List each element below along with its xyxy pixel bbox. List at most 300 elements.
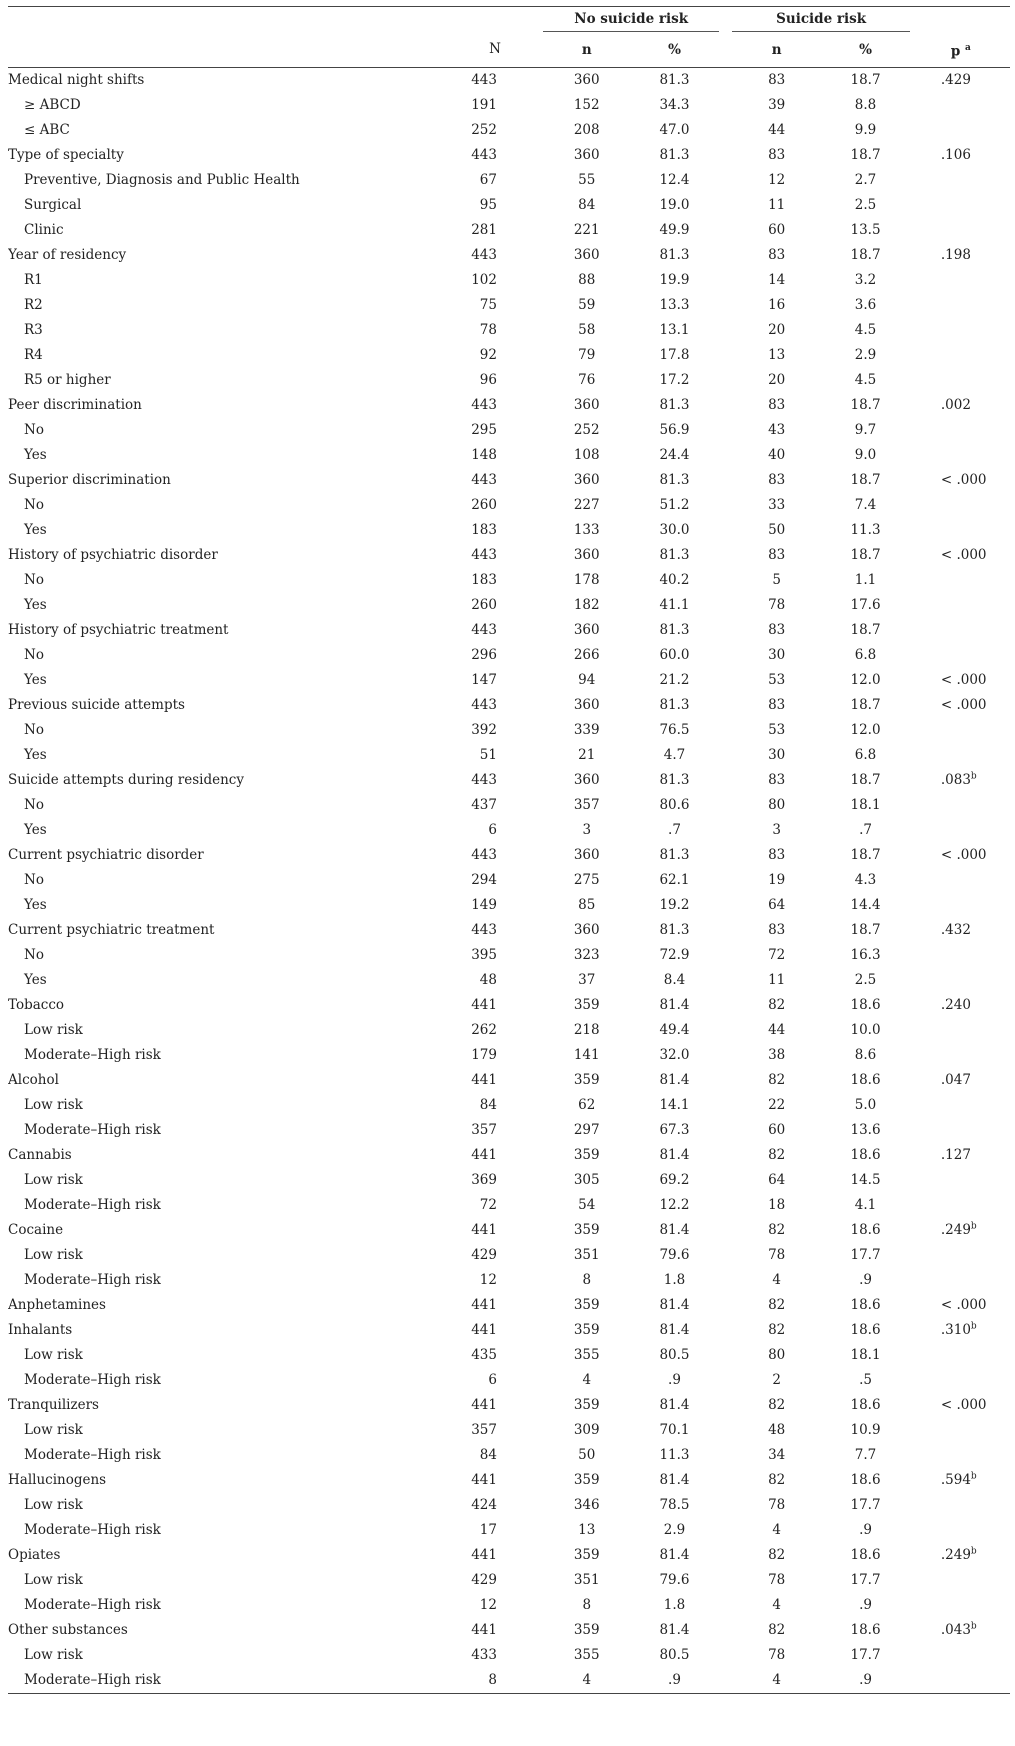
table-row	[8, 818, 1010, 843]
spacer-cell	[910, 1218, 919, 1243]
cell-pct-risk: .9	[859, 1272, 872, 1288]
cell-n-no-risk: 360	[573, 472, 600, 488]
cell-n-no-risk: 88	[578, 272, 596, 288]
cell-pct-risk: 10.0	[850, 1022, 881, 1038]
row-label: Peer discrimination	[8, 397, 142, 413]
cell-p-value	[919, 643, 1010, 668]
cell-p-value	[919, 1168, 1010, 1193]
table-row	[8, 1168, 1010, 1193]
cell-N: 148	[471, 447, 497, 463]
spacer-cell	[719, 943, 732, 968]
row-sublabel: ≥ ABCD	[24, 97, 81, 113]
cell-N: 191	[471, 97, 497, 113]
row-label: History of psychiatric disorder	[8, 547, 218, 563]
spacer-cell	[719, 1618, 732, 1643]
row-label: Superior discrimination	[8, 472, 171, 488]
cell-p-value	[919, 993, 1010, 1018]
cell-N: 149	[471, 897, 497, 913]
cell-pct-risk: 17.7	[850, 1572, 881, 1588]
p-value-text: .127	[940, 1147, 971, 1163]
cell-n-risk: 82	[768, 997, 786, 1013]
cell-p-value	[919, 618, 1010, 643]
cell-p-value	[919, 868, 1010, 893]
spacer-cell	[719, 1543, 732, 1568]
row-label: Current psychiatric treatment	[8, 922, 215, 938]
cell-pct-risk: 11.3	[850, 522, 881, 538]
spacer-cell	[719, 543, 732, 568]
table-row	[8, 1518, 1010, 1543]
row-sublabel: Low risk	[24, 1647, 83, 1663]
table-container	[8, 6, 1010, 1694]
cell-n-risk: 4	[772, 1522, 781, 1538]
cell-p-value	[919, 843, 1010, 868]
cell-n-risk: 80	[768, 1347, 786, 1363]
table-row	[8, 768, 1010, 793]
cell-p-value	[919, 393, 1010, 418]
cell-pct-no-risk: 21.2	[659, 672, 690, 688]
cell-p-value	[919, 1443, 1010, 1468]
cell-pct-risk: 13.5	[850, 222, 881, 238]
row-sublabel: Low risk	[24, 1422, 83, 1438]
cell-pct-no-risk: 81.3	[659, 622, 690, 638]
cell-pct-no-risk: .7	[668, 822, 681, 838]
spacer-cell	[910, 518, 919, 543]
cell-pct-no-risk: 81.4	[659, 997, 690, 1013]
table-row	[8, 1543, 1010, 1568]
spacer-cell	[910, 793, 919, 818]
cell-n-no-risk: 360	[573, 772, 600, 788]
spacer-cell	[719, 1393, 732, 1418]
spacer-cell	[910, 118, 919, 143]
cell-pct-no-risk: 80.5	[659, 1347, 690, 1363]
cell-p-value	[919, 368, 1010, 393]
cell-pct-no-risk: 47.0	[659, 122, 690, 138]
cell-p-value	[919, 968, 1010, 993]
cell-n-risk: 64	[768, 1172, 786, 1188]
cell-n-risk: 20	[768, 322, 786, 338]
cell-pct-risk: 2.7	[854, 172, 877, 188]
cell-n-risk: 82	[768, 1072, 786, 1088]
spacer-cell	[719, 818, 732, 843]
cell-pct-risk: 18.7	[850, 622, 881, 638]
cell-p-value	[919, 1093, 1010, 1118]
cell-n-no-risk: 339	[573, 722, 600, 738]
cell-pct-risk: 18.7	[850, 547, 881, 563]
col-header-N: N	[443, 32, 539, 68]
cell-pct-no-risk: 81.3	[659, 697, 690, 713]
cell-n-no-risk: 355	[573, 1347, 600, 1363]
cell-N: 443	[471, 697, 497, 713]
cell-pct-no-risk: 81.3	[659, 147, 690, 163]
table-row	[8, 443, 1010, 468]
cell-n-risk: 16	[768, 297, 786, 313]
table-row	[8, 1493, 1010, 1518]
cell-N: 281	[471, 222, 497, 238]
spacer-cell	[910, 968, 919, 993]
cell-p-value	[919, 493, 1010, 518]
cell-p-value	[919, 1268, 1010, 1293]
row-sublabel: Moderate–High risk	[24, 1122, 161, 1138]
cell-p-value	[919, 1518, 1010, 1543]
cell-pct-risk: 6.8	[854, 747, 877, 763]
cell-pct-no-risk: 81.4	[659, 1222, 690, 1238]
row-sublabel: No	[24, 572, 44, 588]
cell-p-value	[919, 1318, 1010, 1343]
cell-pct-no-risk: 49.9	[659, 222, 690, 238]
table-row	[8, 543, 1010, 568]
spacer-cell	[910, 1618, 919, 1643]
cell-pct-no-risk: 1.8	[663, 1272, 686, 1288]
spacer-cell	[910, 468, 919, 493]
cell-pct-risk: 18.7	[850, 472, 881, 488]
cell-pct-no-risk: 81.4	[659, 1322, 690, 1338]
cell-N: 395	[471, 947, 497, 963]
cell-pct-no-risk: 81.4	[659, 1147, 690, 1163]
cell-n-risk: 2	[772, 1372, 781, 1388]
cell-n-risk: 12	[768, 172, 786, 188]
cell-pct-risk: 18.7	[850, 772, 881, 788]
p-value-text: < .000	[940, 697, 987, 713]
spacer-cell	[719, 193, 732, 218]
cell-n-risk: 82	[768, 1297, 786, 1313]
cell-N: 96	[479, 372, 497, 388]
table-row	[8, 1318, 1010, 1343]
spacer-cell	[719, 993, 732, 1018]
cell-n-no-risk: 85	[578, 897, 596, 913]
cell-pct-no-risk: 30.0	[659, 522, 690, 538]
cell-n-risk: 78	[768, 1647, 786, 1663]
cell-pct-no-risk: .9	[668, 1372, 681, 1388]
cell-n-risk: 78	[768, 597, 786, 613]
cell-n-risk: 4	[772, 1597, 781, 1613]
spacer-cell	[910, 143, 919, 168]
cell-pct-no-risk: 81.3	[659, 922, 690, 938]
cell-p-value	[919, 1468, 1010, 1493]
cell-pct-no-risk: .9	[630, 1668, 719, 1694]
spacer-cell	[910, 668, 919, 693]
group-header-no-risk: No suicide risk	[543, 7, 719, 32]
spacer-cell	[910, 318, 919, 343]
cell-p-value	[919, 443, 1010, 468]
cell-n-risk: 44	[768, 122, 786, 138]
spacer-cell	[910, 1443, 919, 1468]
table-row	[8, 968, 1010, 993]
cell-n-risk: 4	[732, 1668, 821, 1694]
cell-p-value	[919, 1018, 1010, 1043]
spacer-cell	[910, 368, 919, 393]
cell-pct-risk: 4.1	[854, 1197, 877, 1213]
cell-n-risk: 83	[768, 622, 786, 638]
spacer-cell	[910, 718, 919, 743]
cell-pct-no-risk: 81.3	[659, 547, 690, 563]
table-row	[8, 243, 1010, 268]
cell-n-no-risk: 360	[573, 547, 600, 563]
cell-p-value	[919, 93, 1010, 118]
table-row	[8, 1293, 1010, 1318]
row-sublabel: Yes	[24, 822, 47, 838]
spacer-cell	[910, 293, 919, 318]
spacer-cell	[910, 768, 919, 793]
cell-N: 252	[471, 122, 497, 138]
spacer-cell	[910, 818, 919, 843]
table-row	[8, 343, 1010, 368]
cell-pct-risk: .7	[859, 822, 872, 838]
cell-n-no-risk: 351	[573, 1572, 600, 1588]
cell-pct-risk: 18.6	[850, 1072, 881, 1088]
cell-N: 441	[471, 1322, 497, 1338]
cell-N: 443	[471, 247, 497, 263]
cell-n-no-risk: 182	[573, 597, 600, 613]
row-sublabel: R4	[24, 347, 43, 363]
cell-p-value	[919, 943, 1010, 968]
row-sublabel: Low risk	[24, 1097, 83, 1113]
cell-N: 260	[471, 597, 497, 613]
cell-n-no-risk: 359	[573, 1322, 600, 1338]
cell-pct-no-risk: 17.2	[659, 372, 690, 388]
spacer-cell	[910, 1393, 919, 1418]
cell-pct-no-risk: 79.6	[659, 1572, 690, 1588]
spacer-cell	[719, 1443, 732, 1468]
row-label: Current psychiatric disorder	[8, 847, 204, 863]
spacer-cell	[910, 618, 919, 643]
table-row	[8, 368, 1010, 393]
row-label: Medical night shifts	[8, 72, 145, 88]
cell-N: 262	[471, 1022, 497, 1038]
row-sublabel: Moderate–High risk	[8, 1668, 443, 1694]
cell-p-value	[919, 918, 1010, 943]
spacer-cell	[719, 693, 732, 718]
cell-pct-risk: 18.7	[850, 697, 881, 713]
cell-p-value	[919, 118, 1010, 143]
cell-N: 147	[471, 672, 497, 688]
spacer-cell	[719, 1493, 732, 1518]
row-sublabel: Low risk	[24, 1347, 83, 1363]
spacer-cell	[910, 568, 919, 593]
cell-N: 6	[488, 822, 497, 838]
cell-n-risk: 3	[772, 822, 781, 838]
spacer-cell	[719, 1243, 732, 1268]
spacer-cell	[719, 493, 732, 518]
table-row	[8, 318, 1010, 343]
table-row	[8, 1118, 1010, 1143]
cell-n-no-risk: 359	[573, 1147, 600, 1163]
cell-n-no-risk: 208	[573, 122, 600, 138]
cell-N: 435	[471, 1347, 497, 1363]
spacer-cell	[719, 618, 732, 643]
spacer-cell	[719, 1518, 732, 1543]
cell-p-value	[919, 818, 1010, 843]
row-label: Cocaine	[8, 1222, 64, 1238]
p-value-text: .249	[940, 1222, 971, 1238]
cell-n-no-risk: 8	[582, 1597, 592, 1613]
cell-n-risk: 60	[768, 1122, 786, 1138]
cell-N: 102	[471, 272, 497, 288]
cell-n-no-risk: 152	[573, 97, 600, 113]
row-label: Alcohol	[8, 1072, 59, 1088]
cell-n-risk: 4	[772, 1272, 781, 1288]
p-value-text: < .000	[940, 547, 987, 563]
cell-N: 17	[479, 1522, 497, 1538]
cell-p-value	[919, 1643, 1010, 1668]
cell-pct-risk: 17.7	[850, 1247, 881, 1263]
spacer-cell	[719, 93, 732, 118]
table-row	[8, 68, 1010, 94]
spacer-cell	[910, 893, 919, 918]
p-value-text: .002	[940, 397, 971, 413]
cell-pct-risk: 18.6	[850, 1472, 881, 1488]
cell-n-no-risk: 218	[573, 1022, 600, 1038]
cell-n-risk: 72	[768, 947, 786, 963]
cell-pct-no-risk: 32.0	[659, 1047, 690, 1063]
cell-p-value	[919, 793, 1010, 818]
cell-pct-risk: 2.5	[854, 197, 877, 213]
spacer-cell	[719, 968, 732, 993]
cell-n-risk: 83	[768, 847, 786, 863]
cell-N: 78	[479, 322, 497, 338]
table-row	[8, 1268, 1010, 1293]
spacer-cell	[910, 743, 919, 768]
table-row	[8, 693, 1010, 718]
spacer-cell	[719, 318, 732, 343]
spacer-cell	[719, 743, 732, 768]
cell-n-no-risk: 359	[573, 1547, 600, 1563]
spacer-cell	[719, 1368, 732, 1393]
table-row	[8, 1468, 1010, 1493]
row-sublabel: Yes	[24, 972, 47, 988]
cell-N: 179	[471, 1047, 497, 1063]
cell-pct-risk: .5	[859, 1372, 872, 1388]
table-row	[8, 118, 1010, 143]
table-row	[8, 418, 1010, 443]
cell-pct-risk: 18.7	[850, 72, 881, 88]
cell-n-no-risk: 360	[573, 397, 600, 413]
cell-n-risk: 80	[768, 797, 786, 813]
cell-n-risk: 64	[768, 897, 786, 913]
cell-N: 84	[479, 1447, 497, 1463]
cell-p-value	[919, 1668, 1010, 1694]
cell-pct-no-risk: 78.5	[659, 1497, 690, 1513]
cell-n-no-risk: 84	[578, 197, 596, 213]
p-value-text: .594	[940, 1472, 971, 1488]
cell-n-no-risk: 360	[573, 247, 600, 263]
cell-N: 392	[471, 722, 497, 738]
spacer-cell	[719, 918, 732, 943]
row-label: Type of specialty	[8, 147, 124, 163]
row-sublabel: Yes	[24, 897, 47, 913]
table-row	[8, 793, 1010, 818]
table-row	[8, 568, 1010, 593]
cell-N: 48	[479, 972, 497, 988]
p-value-text: < .000	[940, 672, 987, 688]
suicide-risk-table	[8, 6, 1010, 1694]
cell-p-value	[919, 1293, 1010, 1318]
table-row	[8, 1343, 1010, 1368]
row-sublabel: Yes	[24, 672, 47, 688]
cell-pct-no-risk: 81.4	[659, 1472, 690, 1488]
cell-pct-risk: 18.7	[850, 847, 881, 863]
spacer-cell	[910, 243, 919, 268]
row-sublabel: Low risk	[24, 1022, 83, 1038]
cell-pct-risk: 5.0	[854, 1097, 877, 1113]
cell-p-value	[919, 1043, 1010, 1068]
cell-pct-no-risk: 81.4	[659, 1297, 690, 1313]
p-value-footnote: b	[970, 1221, 977, 1232]
cell-pct-no-risk: 51.2	[659, 497, 690, 513]
spacer-cell	[910, 443, 919, 468]
spacer-cell	[719, 1668, 732, 1694]
cell-n-risk: 83	[768, 147, 786, 163]
cell-n-risk: 83	[768, 922, 786, 938]
cell-pct-no-risk: 72.9	[659, 947, 690, 963]
cell-n-no-risk: 55	[578, 172, 596, 188]
spacer-cell	[910, 168, 919, 193]
cell-n-risk: 11	[768, 197, 786, 213]
cell-n-risk: 83	[768, 772, 786, 788]
cell-N: 443	[471, 147, 497, 163]
cell-N: 424	[471, 1497, 497, 1513]
row-sublabel: Yes	[24, 597, 47, 613]
cell-pct-risk: 9.0	[854, 447, 877, 463]
cell-pct-no-risk: 56.9	[659, 422, 690, 438]
spacer-cell	[719, 843, 732, 868]
row-sublabel: Yes	[24, 522, 47, 538]
spacer-cell	[719, 1293, 732, 1318]
table-row	[8, 168, 1010, 193]
cell-pct-risk: 18.1	[850, 797, 881, 813]
cell-N: 429	[471, 1572, 497, 1588]
p-value-text: .083	[940, 772, 971, 788]
cell-n-no-risk: 360	[573, 147, 600, 163]
p-value-text: .310	[940, 1322, 971, 1338]
spacer-cell	[910, 1493, 919, 1518]
spacer-cell	[910, 1118, 919, 1143]
spacer-cell	[910, 1068, 919, 1093]
spacer-cell	[910, 1418, 919, 1443]
cell-p-value	[919, 1618, 1010, 1643]
cell-p-value	[919, 893, 1010, 918]
table-row	[8, 493, 1010, 518]
cell-n-no-risk: 351	[573, 1247, 600, 1263]
p-value-text: < .000	[940, 847, 987, 863]
spacer-cell	[719, 868, 732, 893]
cell-p-value	[919, 518, 1010, 543]
cell-n-risk: 14	[768, 272, 786, 288]
cell-n-risk: 19	[768, 872, 786, 888]
cell-n-risk: 53	[768, 672, 786, 688]
cell-n-no-risk: 359	[573, 1622, 600, 1638]
spacer-cell	[719, 1068, 732, 1093]
cell-N: 12	[479, 1597, 497, 1613]
cell-pct-risk: 3.6	[854, 297, 877, 313]
spacer-cell	[719, 1043, 732, 1068]
row-sublabel: Clinic	[24, 222, 64, 238]
cell-N: 443	[471, 547, 497, 563]
cell-n-no-risk: 221	[573, 222, 600, 238]
cell-pct-risk: 16.3	[850, 947, 881, 963]
cell-N: 95	[479, 197, 497, 213]
cell-pct-risk: .9	[859, 1522, 872, 1538]
spacer-cell	[910, 1518, 919, 1543]
cell-N: 357	[471, 1422, 497, 1438]
cell-p-value	[919, 768, 1010, 793]
table-row	[8, 993, 1010, 1018]
spacer-cell	[719, 1343, 732, 1368]
cell-n-no-risk: 360	[573, 847, 600, 863]
cell-N: 369	[471, 1172, 497, 1188]
col-header-n-no-risk: n	[543, 32, 630, 68]
cell-n-no-risk: 50	[578, 1447, 596, 1463]
cell-N: 12	[479, 1272, 497, 1288]
